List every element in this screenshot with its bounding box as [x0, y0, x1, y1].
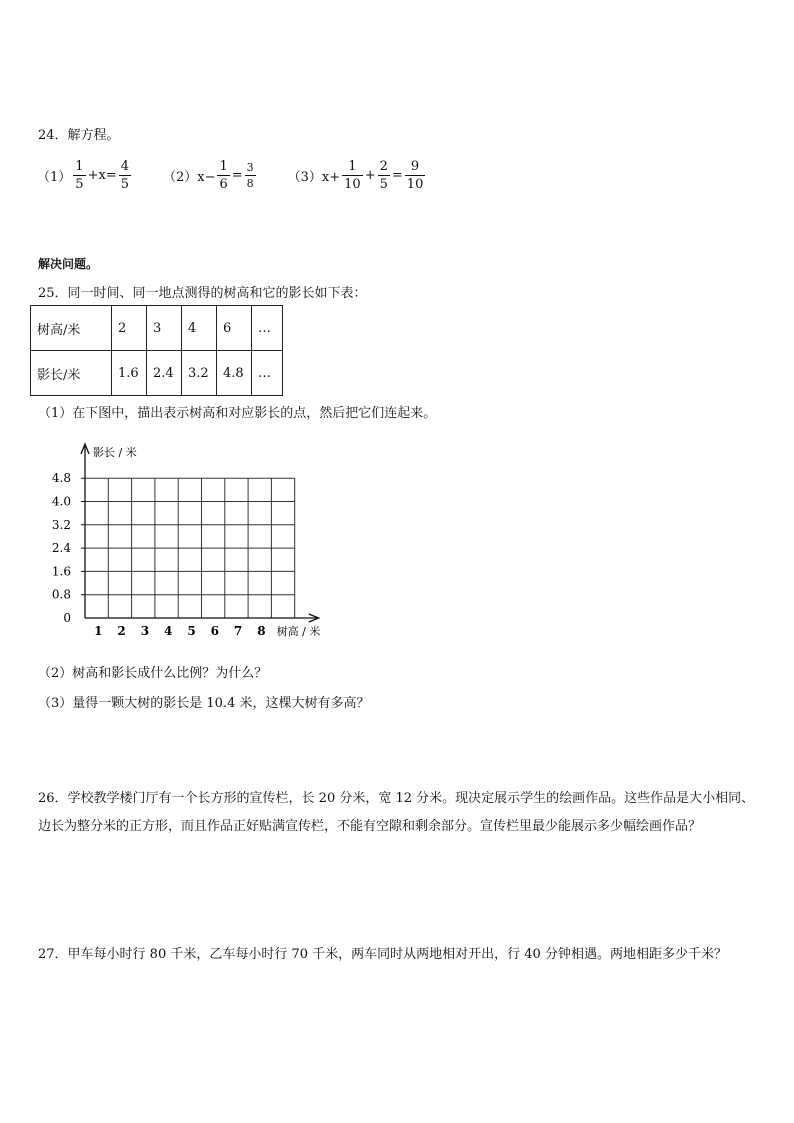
table-cell: 4.8 — [217, 351, 252, 396]
q24-equations — [36, 160, 426, 191]
table-cell: 6 — [217, 306, 252, 351]
eq3-plus: + — [364, 168, 376, 183]
grid-chart — [40, 438, 330, 648]
y-tick-label: 3.2 — [51, 517, 71, 532]
y-axis-label: 影长 / 米 — [93, 446, 137, 459]
eq3-fraction-b: $\frac{2}{5}$ — [379, 159, 388, 192]
y-tick-label: 2.4 — [51, 541, 71, 556]
eq1-mid: +x= — [87, 168, 117, 183]
y-tick-label: 4.8 — [51, 471, 71, 486]
x-tick-label: 3 — [140, 624, 150, 638]
q24-title: 24．解方程。 — [38, 128, 120, 143]
x-tick-label: 2 — [117, 624, 126, 638]
tree-shadow-table — [30, 305, 283, 396]
y-tick-label: 1.6 — [51, 564, 71, 579]
eq3-label: （3）x+ — [287, 170, 341, 185]
table-cell: 2 — [112, 306, 147, 351]
table-header-cell: 树高/米 — [31, 306, 112, 351]
x-tick-label: 1 — [94, 624, 103, 638]
q25-sub1: （1）在下图中，描出表示树高和对应影长的点，然后把它们连起来。 — [38, 406, 437, 421]
table-cell: 3.2 — [182, 351, 217, 396]
eq2-fraction-a: $\frac{1}{6}$ — [219, 159, 228, 192]
table-header-cell: 影长/米 — [31, 351, 112, 396]
x-axis-label: 树高 / 米 — [276, 625, 321, 638]
x-tick-label: 7 — [233, 624, 243, 638]
q25-title: 25．同一时间、同一地点测得的树高和它的影长如下表： — [38, 286, 367, 301]
table-cell: 1.6 — [112, 351, 147, 396]
eq1-fraction-b: $\frac{4}{5}$ — [120, 159, 129, 192]
x-tick-label: 8 — [257, 624, 266, 638]
table-cell: 3 — [147, 306, 182, 351]
table-row — [31, 306, 283, 351]
q27-text: 27．甲车每小时行 80 千米，乙车每小时行 70 千米，两车同时从两地相对开出，行 40 分钟相遇。两地相距多少千米？ — [38, 947, 727, 962]
section-title: 解决问题。 — [38, 257, 99, 271]
eq3-fraction-c: $\frac{9}{10}$ — [406, 159, 424, 192]
q25-sub2: （2）树高和影长成什么比例？为什么？ — [38, 666, 268, 681]
y-tick-label: 0 — [63, 611, 71, 625]
eq3-equals: = — [391, 168, 403, 183]
table-row — [31, 351, 283, 396]
eq2-mid: = — [231, 168, 243, 183]
eq1-label: （1） — [37, 170, 72, 185]
table-cell: 4 — [182, 306, 217, 351]
eq1-fraction-a: $\frac{1}{5}$ — [75, 159, 84, 192]
table-cell: … — [252, 351, 283, 396]
q26-text: 26．学校教学楼门厅有一个长方形的宣传栏，长 20 分米，宽 12 分米。现决定展示学生的绘画作品。这些作品是大小相同、边长为整分米的正方形，而且作品正好贴满宣传栏，不能有空隙和剩余部分。宣传栏里最少能展示多少幅绘画作品？ — [38, 791, 755, 834]
table-cell: 2.4 — [147, 351, 182, 396]
x-tick-label: 4 — [164, 624, 173, 638]
eq2-label: （2）x− — [162, 170, 216, 185]
x-tick-label: 6 — [210, 624, 219, 638]
table-cell: … — [252, 306, 283, 351]
eq3-fraction-a: $\frac{1}{10}$ — [344, 159, 361, 192]
eq2-fraction-b: $\frac{3}{8}$ — [246, 161, 254, 190]
x-tick-label: 5 — [187, 624, 196, 638]
y-tick-label: 4.0 — [51, 494, 71, 509]
q25-sub3: （3）量得一颗大树的影长是 10.4 米，这棵大树有多高？ — [38, 696, 370, 711]
y-tick-label: 0.8 — [51, 587, 71, 602]
